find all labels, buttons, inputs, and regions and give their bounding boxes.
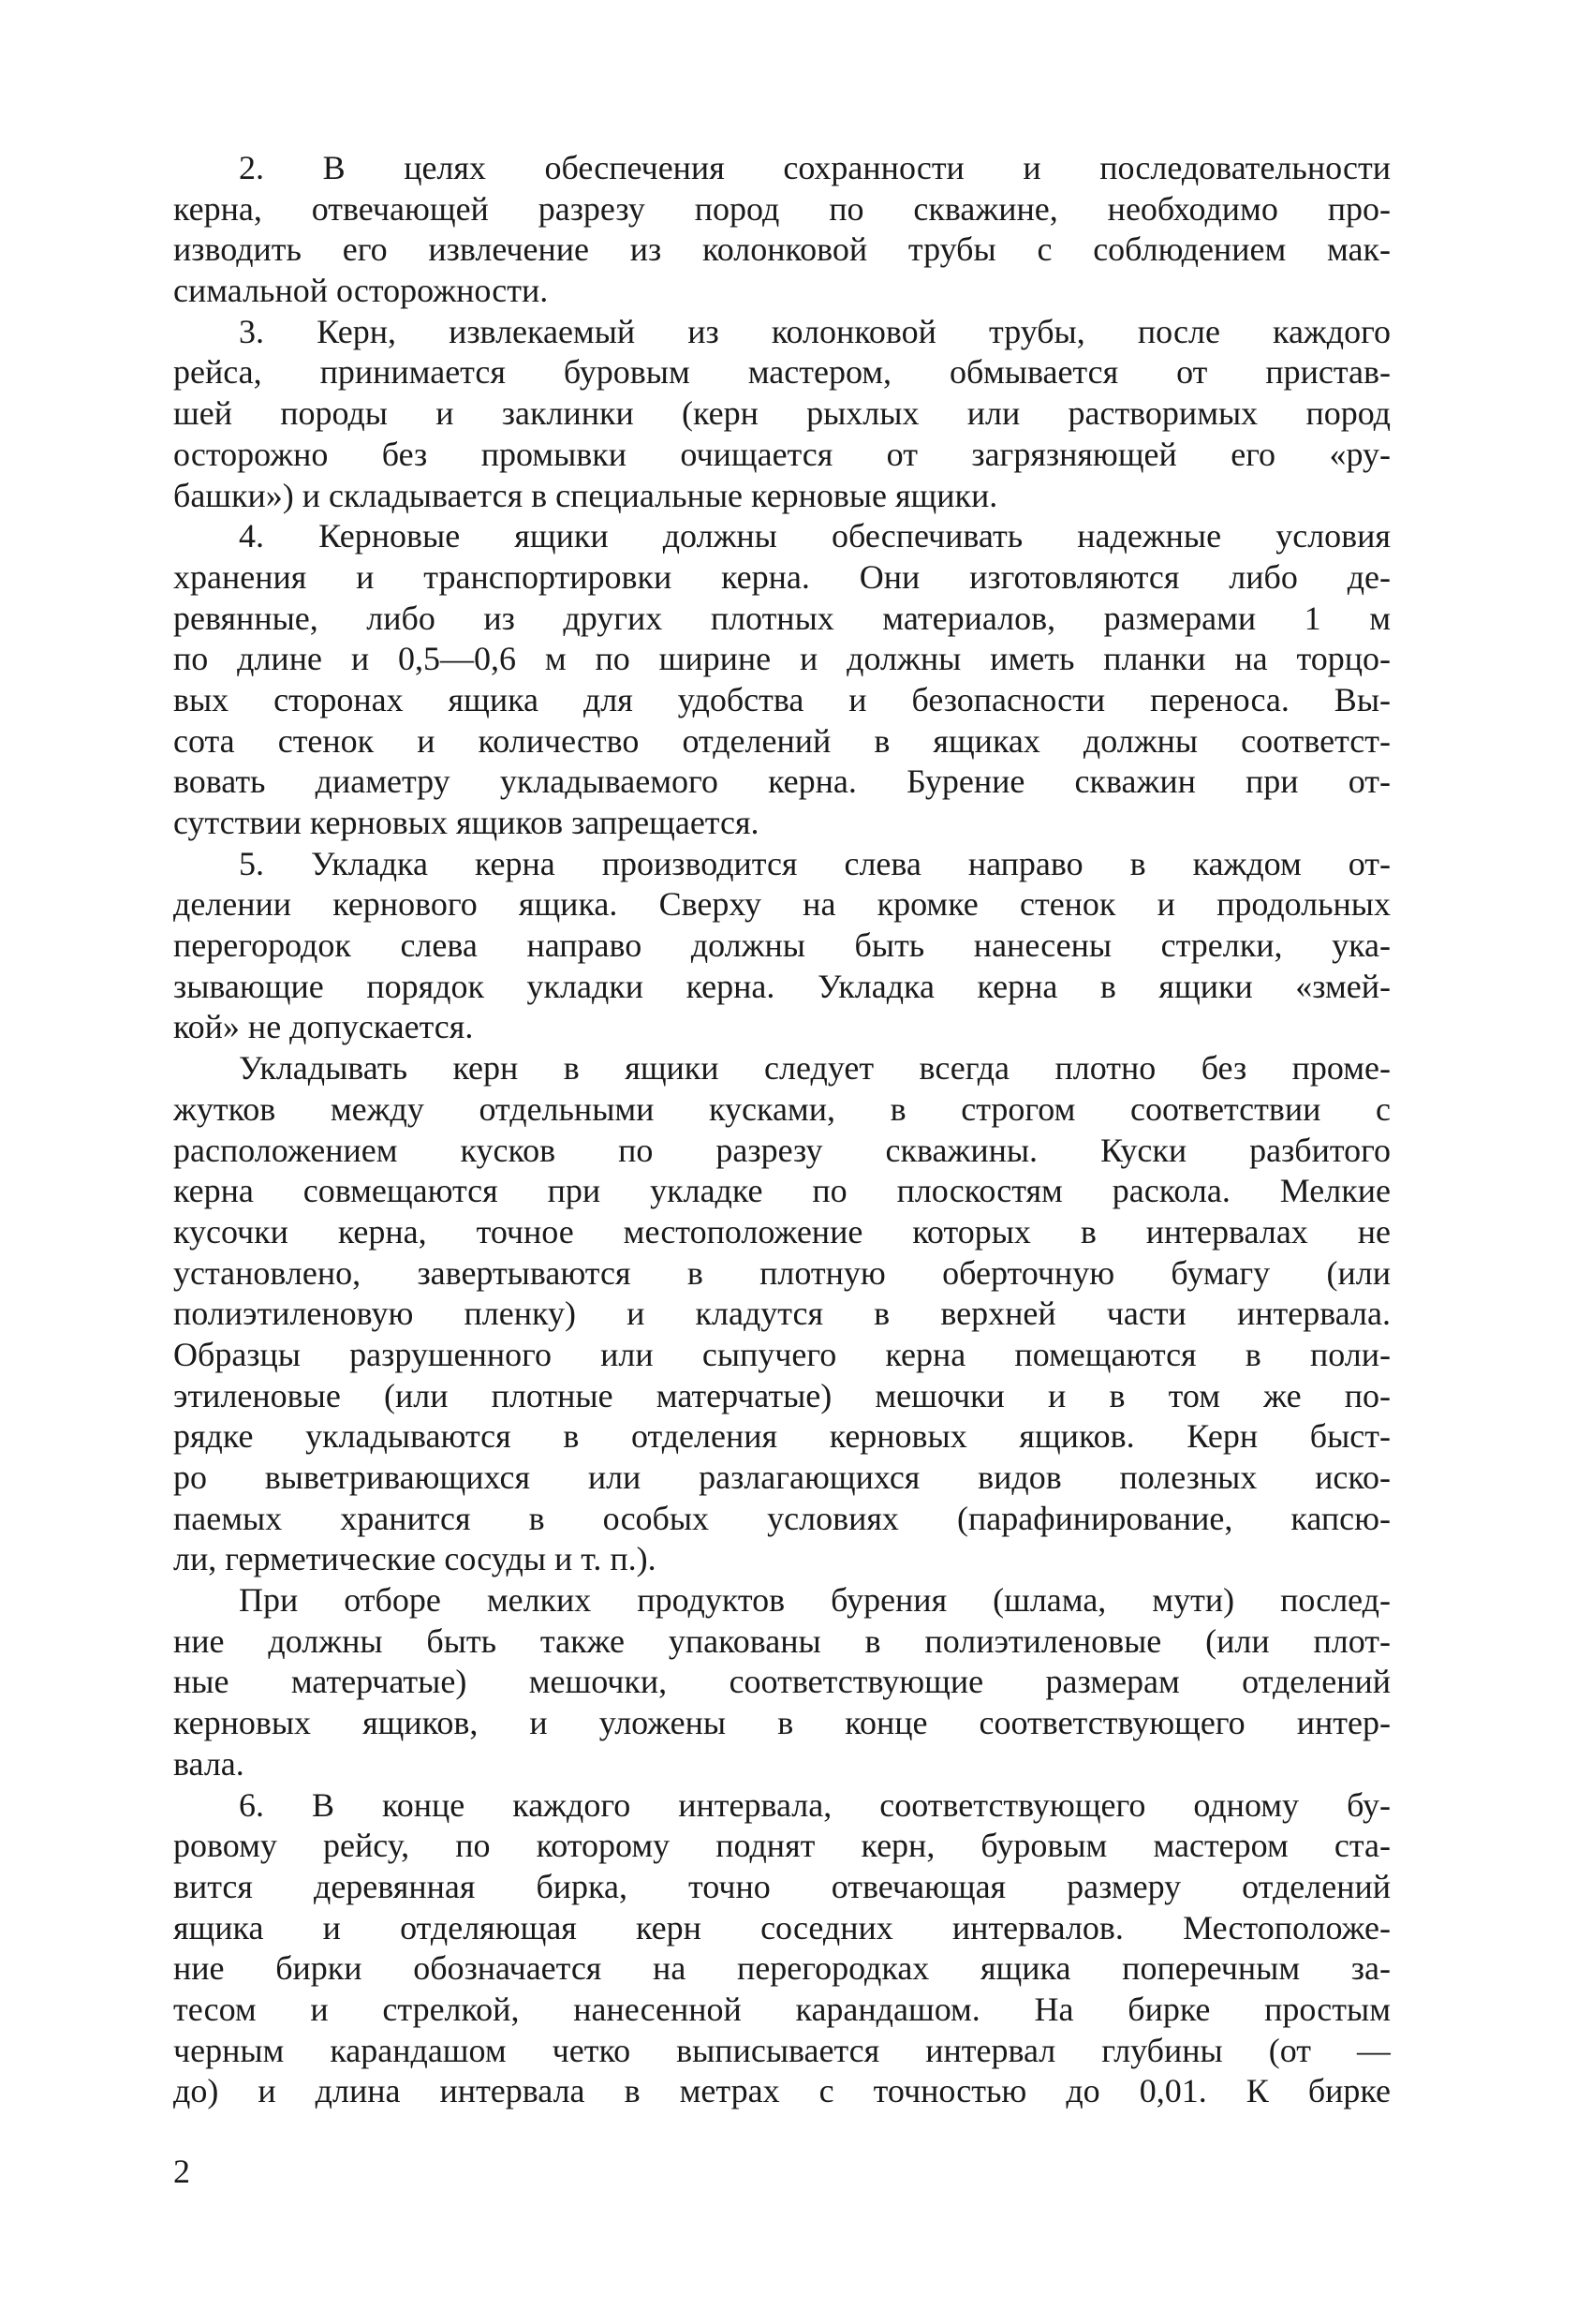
text-line: до) и длина интервала в метрах с точностью до 0,01. К бирке (173, 2072, 1391, 2110)
text-line: 4. Керновые ящики должны обеспечивать надежные условия (239, 517, 1391, 555)
text-line: перегородок слева направо должны быть нанесены стрелки, ука- (173, 926, 1391, 965)
text-line: ревянные, либо из других плотных материалов, размерами 1 м (173, 599, 1391, 637)
text-line: делении кернового ящика. Сверху на кромке стенок и продольных (173, 885, 1391, 924)
text-line: осторожно без промывки очищается от загрязняющей его «ру- (173, 435, 1391, 473)
text-line: симальной осторожности. (173, 272, 549, 310)
text-line: 6. В конце каждого интервала, соответствующего одному бу- (239, 1785, 1391, 1824)
text-line: керна совмещаются при укладке по плоскостям раскола. Мелкие (173, 1172, 1391, 1210)
text-line: вала. (173, 1744, 244, 1783)
page-number: 2 (173, 2153, 190, 2190)
text-line: керна, отвечающей разрезу пород по скважине, необходимо про- (173, 189, 1391, 228)
text-line: тесом и стрелкой, нанесенной карандашом. На бирке простым (173, 1990, 1391, 2028)
text-line: 5. Укладка керна производится слева направо в каждом от- (239, 844, 1391, 882)
text-line: 3. Керн, извлекаемый из колонковой трубы, после каждого (239, 312, 1391, 350)
text-line: этиленовые (или плотные матерчатые) мешочки и в том же по- (173, 1376, 1391, 1414)
text-line: шей породы и заклинки (керн рыхлых или растворимых пород (173, 394, 1391, 433)
text-line: вовать диаметру укладываемого керна. Бурение скважин при от- (173, 762, 1391, 801)
text-line: сутствии керновых ящиков запрещается. (173, 804, 759, 841)
text-line: изводить его извлечение из колонковой трубы с соблюдением мак- (173, 230, 1391, 269)
text-line: паемых хранится в особых условиях (парафинирование, капсю- (173, 1499, 1391, 1537)
text-line: полиэтиленовую пленку) и кладутся в верхней части интервала. (173, 1295, 1391, 1333)
text-line: сота стенок и количество отделений в ящиках должны соответст- (173, 721, 1391, 760)
text-line: башки») и складывается в специальные керновые ящики. (173, 476, 998, 514)
text-line: ные матерчатые) мешочки, соответствующие размерам отделений (173, 1663, 1391, 1701)
text-line: керновых ящиков, и уложены в конце соответствующего интер- (173, 1704, 1391, 1742)
text-line: рейса, принимается буровым мастером, обмывается от пристав- (173, 353, 1391, 392)
text-line: кусочки керна, точное местоположение которых в интервалах не (173, 1212, 1391, 1251)
text-line: ро выветривающихся или разлагающихся видов полезных иско- (173, 1458, 1391, 1496)
text-line: по длине и 0,5—0,6 м по ширине и должны иметь планки на торцо- (173, 640, 1391, 678)
text-line: черным карандашом четко выписывается интервал глубины (от — (173, 2031, 1391, 2069)
text-line: хранения и транспортировки керна. Они изготовляются либо де- (173, 557, 1391, 596)
text-line: рядке укладываются в отделения керновых ящиков. Керн быст- (173, 1417, 1391, 1456)
text-line: ли, герметические сосуды и т. п.). (173, 1540, 656, 1578)
text-line: ящика и отделяющая керн соседних интервалов. Местоположе- (173, 1908, 1391, 1947)
text-line: ровому рейсу, по которому поднят керн, буровым мастером ста- (173, 1827, 1391, 1865)
text-line: вых сторонах ящика для удобства и безопасности переноса. Вы- (173, 680, 1391, 718)
text-line: 2. В целях обеспечения сохранности и последовательности (239, 149, 1391, 186)
text-line: расположением кусков по разрезу скважины. Куски разбитого (173, 1131, 1391, 1169)
text-line: вится деревянная бирка, точно отвечающая размеру отделений (173, 1867, 1391, 1905)
text-line: Укладывать керн в ящики следует всегда плотно без проме- (239, 1049, 1391, 1088)
text-line: жутков между отдельными кусками, в строгом соответствии с (173, 1089, 1391, 1128)
text-line: ние бирки обозначается на перегородках ящика поперечным за- (173, 1949, 1391, 1988)
text-line: установлено, завертываются в плотную оберточную бумагу (или (173, 1253, 1391, 1292)
text-line: ние должны быть также упакованы в полиэтиленовые (или плот- (173, 1621, 1391, 1660)
text-line: При отборе мелких продуктов бурения (шлама, мути) послед- (239, 1581, 1391, 1620)
text-line: кой» не допускается. (173, 1008, 474, 1046)
body-text (173, 148, 1391, 2112)
text-line: Образцы разрушенного или сыпучего керна помещаются в поли- (173, 1335, 1391, 1373)
text-line: зывающие порядок укладки керна. Укладка керна в ящики «змей- (173, 967, 1391, 1005)
